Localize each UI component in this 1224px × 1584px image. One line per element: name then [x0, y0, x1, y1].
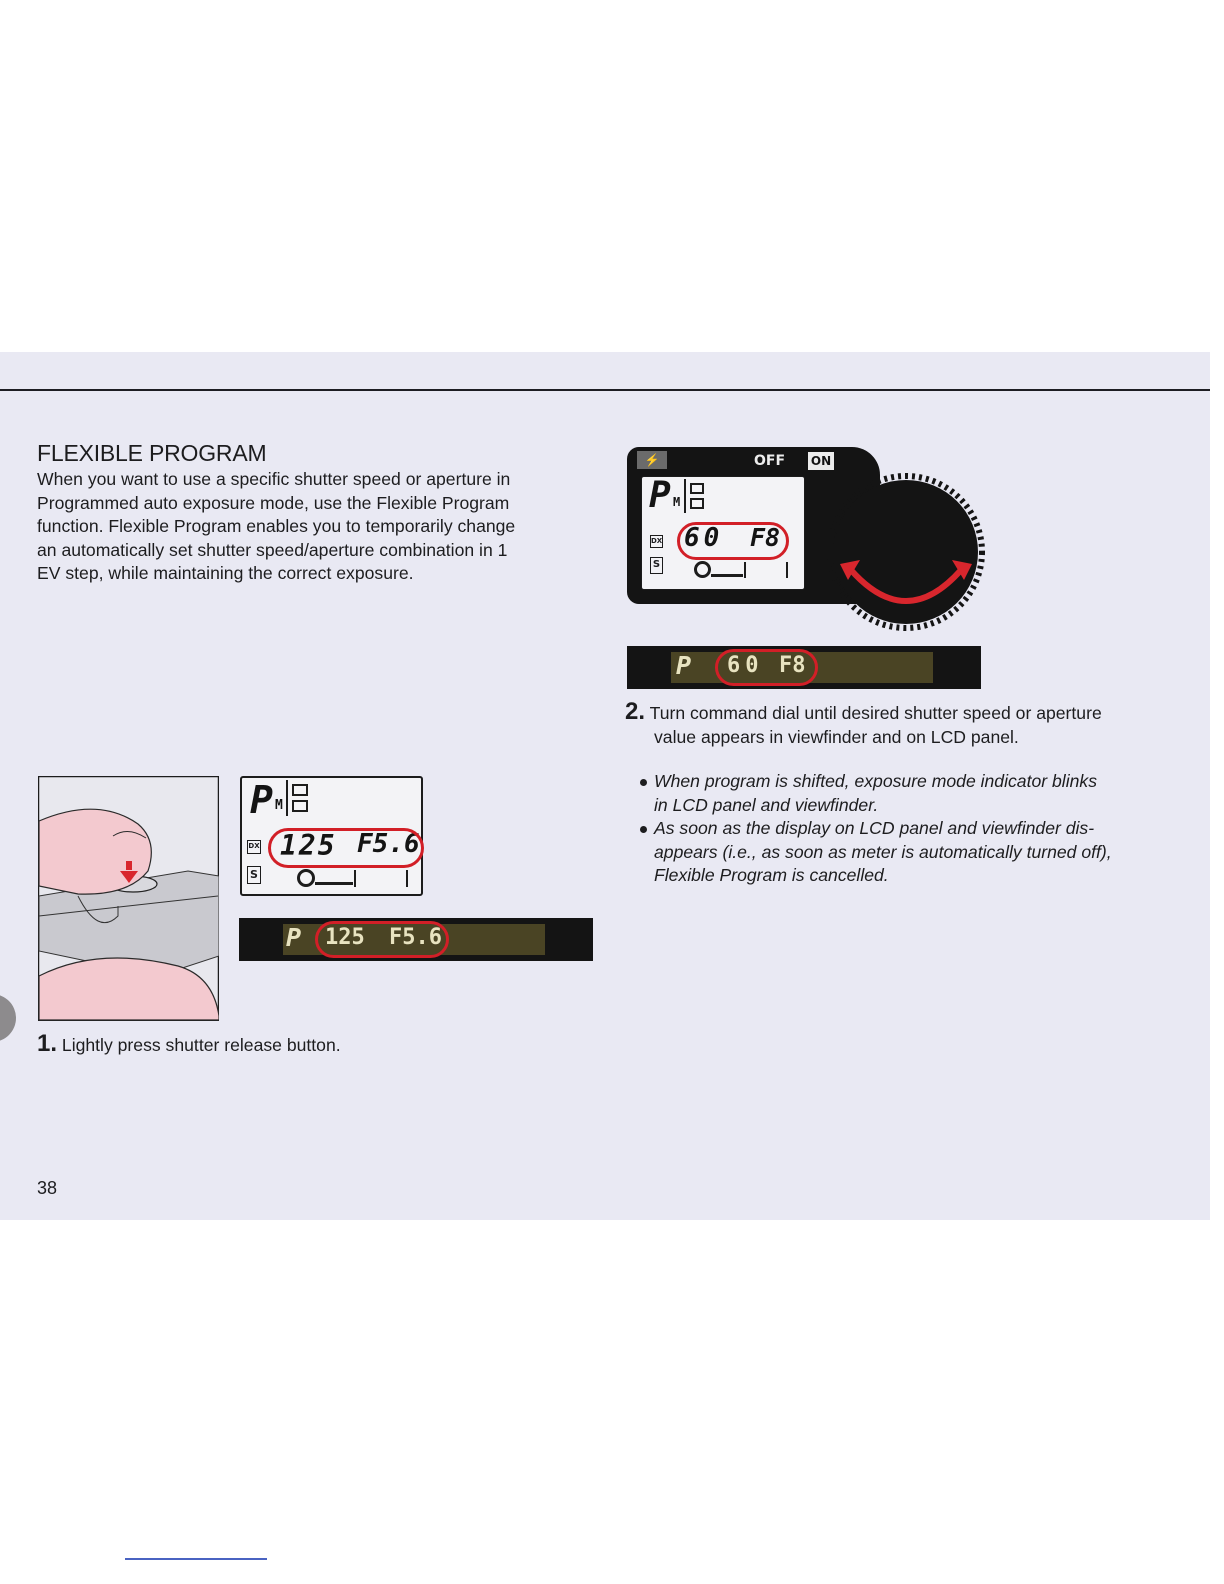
exposure-counter-icon: [694, 561, 711, 578]
lcd-highlight-oval: [268, 828, 424, 868]
note-line: When program is shifted, exposure mode indicator blinks: [654, 771, 1097, 791]
lcd-highlight-oval: [677, 522, 789, 560]
step2-label: [625, 700, 1185, 749]
intro-paragraph: [37, 468, 582, 586]
command-dial-icon: [826, 472, 986, 632]
lcd-panel-step2: [641, 476, 805, 590]
viewfinder-highlight-oval: [315, 921, 449, 958]
header-rule: [0, 389, 1210, 391]
step1-number: 1.: [37, 1030, 58, 1057]
dx-indicator: DX: [650, 535, 663, 548]
lcd-divider: [286, 780, 288, 816]
step1-text: Lightly press shutter release button.: [61, 1035, 341, 1055]
exposure-counter-bracket: [744, 562, 750, 578]
note-item: [640, 770, 1180, 817]
chapter-tab-marker: [0, 994, 16, 1042]
viewfinder-highlight-oval: [715, 649, 818, 686]
intro-line: When you want to use a specific shutter speed or aperture in: [37, 469, 511, 489]
lcd-aperture: F8: [750, 523, 781, 552]
viewfinder-shutter: 60: [727, 653, 764, 678]
dx-indicator: DX: [247, 840, 261, 854]
step2-number: 2.: [625, 698, 646, 725]
step1-label: [37, 1032, 341, 1058]
page-number: 38: [37, 1178, 58, 1198]
notes-list: [640, 770, 1180, 888]
section-title: FLEXIBLE PROGRAM: [37, 440, 267, 466]
lcd-mode-sub-indicator: M: [673, 495, 681, 509]
shutter-press-illustration: [38, 776, 219, 1021]
viewfinder-aperture: F8: [779, 653, 806, 678]
viewfinder-shutter: 125: [325, 925, 365, 950]
intro-line: EV step, while maintaining the correct exposure.: [37, 563, 414, 583]
viewfinder-aperture: F5.6: [389, 925, 442, 950]
flash-exposure-icon: ⚡: [637, 451, 667, 469]
note-item: [640, 817, 1180, 888]
intro-line: function. Flexible Program enables you to temporarily change: [37, 516, 516, 536]
footer-link-underline: [125, 1558, 267, 1560]
lcd-mode-sub-indicator: M: [275, 798, 283, 813]
intro-line: an automatically set shutter speed/aperture combination in 1: [37, 539, 508, 560]
exposure-counter-bar: [315, 882, 353, 885]
viewfinder-strip-step2: [627, 646, 981, 689]
viewfinder-mode: P: [286, 923, 302, 952]
lcd-divider: [684, 479, 686, 513]
manual-page: [0, 352, 1210, 1220]
lcd-shutter-speed: 60: [684, 523, 724, 553]
off-label: OFF: [754, 453, 786, 469]
single-frame-indicator: S: [247, 866, 261, 884]
lcd-mode-indicator: P: [649, 475, 671, 516]
viewfinder-mode: P: [676, 651, 692, 680]
note-line: appears (i.e., as soon as meter is automatically turned off),: [654, 841, 1112, 862]
lcd-panel-step1: [240, 776, 423, 896]
lcd-mode-indicator: P: [250, 778, 273, 822]
viewfinder-strip-step1: [239, 918, 593, 961]
single-frame-indicator: S: [650, 557, 663, 574]
lcd-shutter-speed: 125: [280, 829, 337, 862]
lcd-aperture: F5.6: [357, 829, 420, 859]
note-line: Flexible Program is cancelled.: [654, 865, 889, 885]
metering-icon: [292, 784, 308, 796]
matrix-metering-icon: [690, 498, 704, 509]
intro-line: Programmed auto exposure mode, use the Flexible Program: [37, 492, 510, 513]
metering-icon: [690, 483, 704, 494]
step2-text-line: value appears in viewfinder and on LCD panel.: [654, 726, 1019, 747]
step2-text-line: Turn command dial until desired shutter speed or aperture: [649, 703, 1102, 723]
matrix-metering-icon: [292, 800, 308, 812]
battery-indicator: [402, 870, 408, 887]
battery-indicator: [782, 562, 788, 578]
note-line: As soon as the display on LCD panel and viewfinder dis-: [654, 818, 1095, 838]
exposure-counter-bracket: [354, 870, 360, 887]
note-line: in LCD panel and viewfinder.: [654, 794, 879, 815]
exposure-counter-icon: [297, 869, 315, 887]
on-label: ON: [808, 452, 834, 470]
exposure-counter-bar: [711, 574, 743, 577]
